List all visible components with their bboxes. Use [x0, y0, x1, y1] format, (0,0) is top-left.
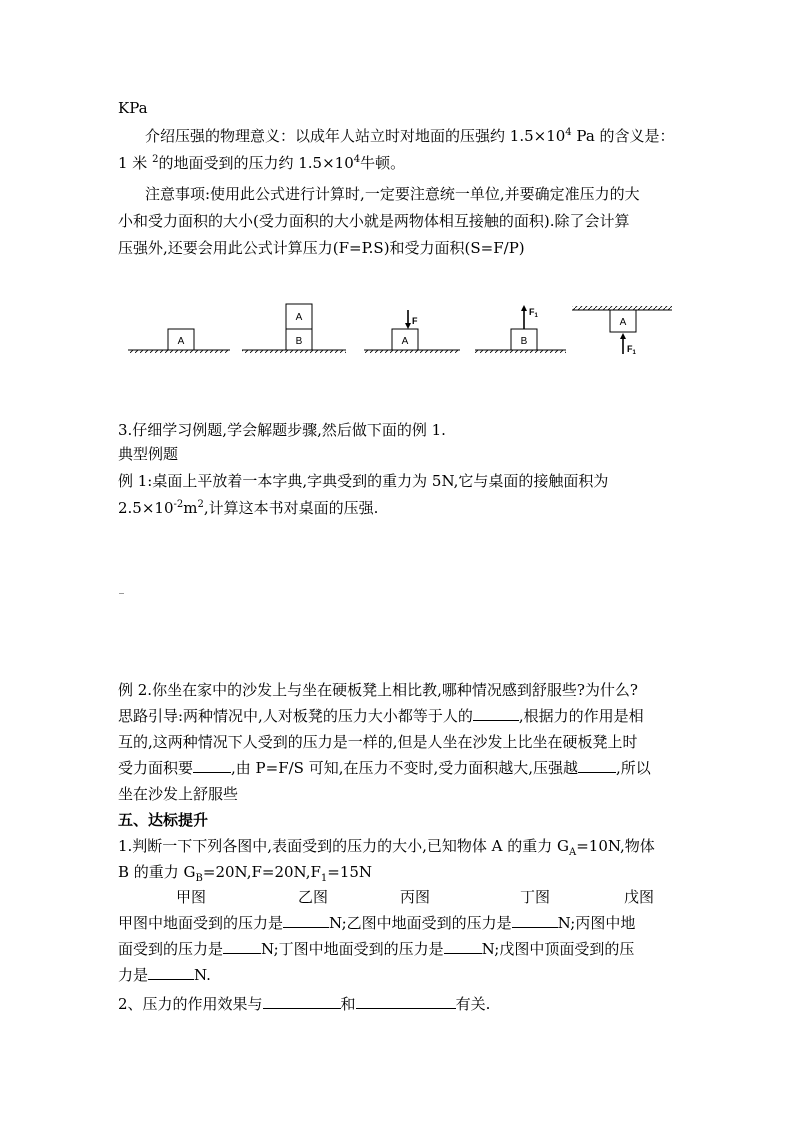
- text-line-notes-1: 注意事项:使用此公式进行计算时,一定要注意统一单位,并要确定准压力的大: [145, 185, 640, 203]
- box-a-label: A: [401, 336, 409, 347]
- answer-blank[interactable]: [473, 706, 519, 721]
- text-line-question1-4: 面受到的压力是 N;丁图中地面受到的压力是 N;戊图中顶面受到的压: [118, 940, 635, 958]
- text-line-physical-meaning-2: 1 米 $^2$的地面受到的压力约 $1.5\times 10^4$牛顿。: [118, 154, 406, 172]
- text-line-question1-2: B 的重力 $G_B=20N,F=20N,F_1=15N$: [118, 863, 373, 884]
- text-line-typical-examples: 典型例题: [118, 445, 179, 463]
- text-line-example1-1: 例 1:桌面上平放着一本字典,字典受到的重力为 5N,它与桌面的接触面积为: [118, 472, 609, 490]
- text-line-example1-2: $2.5\times 10^{-2}m^2$,计算这本书对桌面的压强.: [118, 499, 379, 517]
- answer-blank[interactable]: [444, 939, 482, 954]
- text-line-example2-5: 坐在沙发上舒服些: [118, 785, 239, 803]
- figure-ding: [475, 305, 566, 353]
- box-a-label: A: [619, 317, 627, 328]
- text-line-question2: 2、压力的作用效果与 和 有关.: [118, 995, 491, 1013]
- figure-yi: [242, 304, 346, 353]
- text-line-example2-2: 思路引导:两种情况中,人对板凳的压力大小都等于人的 ,根据力的作用是相: [118, 707, 644, 725]
- text-line-notes-3: 压强外,还要会用此公式计算压力(F=P.S)和受力面积(S=F/P): [118, 239, 525, 257]
- figure-label-bing: 丙图: [400, 888, 431, 906]
- pressure-figures: [120, 298, 680, 360]
- text-line-example2-1: 例 2.你坐在家中的沙发上与坐在硬板凳上相比教,哪种情况感到舒服些?为什么?: [118, 681, 638, 699]
- text-line-question1-3: 甲图中地面受到的压力是 N;乙图中地面受到的压力是 N;丙图中地: [118, 914, 636, 932]
- box-b-label: B: [295, 336, 303, 347]
- force-f-label: F: [412, 316, 418, 326]
- answer-blank[interactable]: [193, 758, 231, 773]
- text-line-question1-1: 1.判断一下下列各图中,表面受到的压力的大小,已知物体 A 的重力 $G_A=10N$,物体: [118, 837, 655, 858]
- text-line-study-examples: 3.仔细学习例题,学会解题步骤,然后做下面的例 1.: [118, 421, 446, 439]
- figure-label-yi: 乙图: [298, 888, 329, 906]
- box-b-label: B: [520, 336, 528, 347]
- box-a-label: A: [177, 336, 185, 347]
- figure-label-ding: 丁图: [520, 888, 551, 906]
- answer-blank[interactable]: [263, 994, 341, 1009]
- answer-blank[interactable]: [512, 913, 558, 928]
- box-a-label: A: [295, 312, 303, 323]
- figure-wu: [572, 306, 672, 356]
- answer-blank[interactable]: [223, 939, 261, 954]
- answer-blank[interactable]: [283, 913, 329, 928]
- figure-label-jia: 甲图: [176, 888, 207, 906]
- figure-bing: [364, 310, 460, 353]
- answer-blank[interactable]: [148, 965, 194, 980]
- answer-blank[interactable]: [356, 994, 456, 1009]
- force-f1-label: $F_1$: [529, 307, 538, 319]
- text-line-notes-2: 小和受力面积的大小(受力面积的大小就是两物体相互接触的面积).除了会计算: [118, 212, 630, 230]
- figure-jia: [128, 329, 230, 353]
- text-line-question1-5: 力是 N.: [118, 966, 211, 984]
- force-f1-label: $F_1$: [627, 344, 636, 356]
- section-heading: 五、达标提升: [118, 811, 209, 829]
- text-line-example2-3: 互的,这两种情况下人受到的压力是一样的,但是人坐在沙发上比坐在硬板凳上时: [118, 733, 638, 751]
- text-line-physical-meaning: 介绍压强的物理意义：以成年人站立时对地面的压强约 $1.5\times 10^4$ Pa 的含义是：: [145, 127, 675, 145]
- text-line-kpa: KPa: [118, 99, 148, 117]
- text-line-example2-4: 受力面积要 ,由 P=F/S 可知,在压力不变时,受力面积越大,压强越 ,所以: [118, 759, 651, 777]
- figure-label-wu: 戊图: [624, 888, 655, 906]
- stray-mark: [119, 593, 124, 594]
- answer-blank[interactable]: [578, 758, 616, 773]
